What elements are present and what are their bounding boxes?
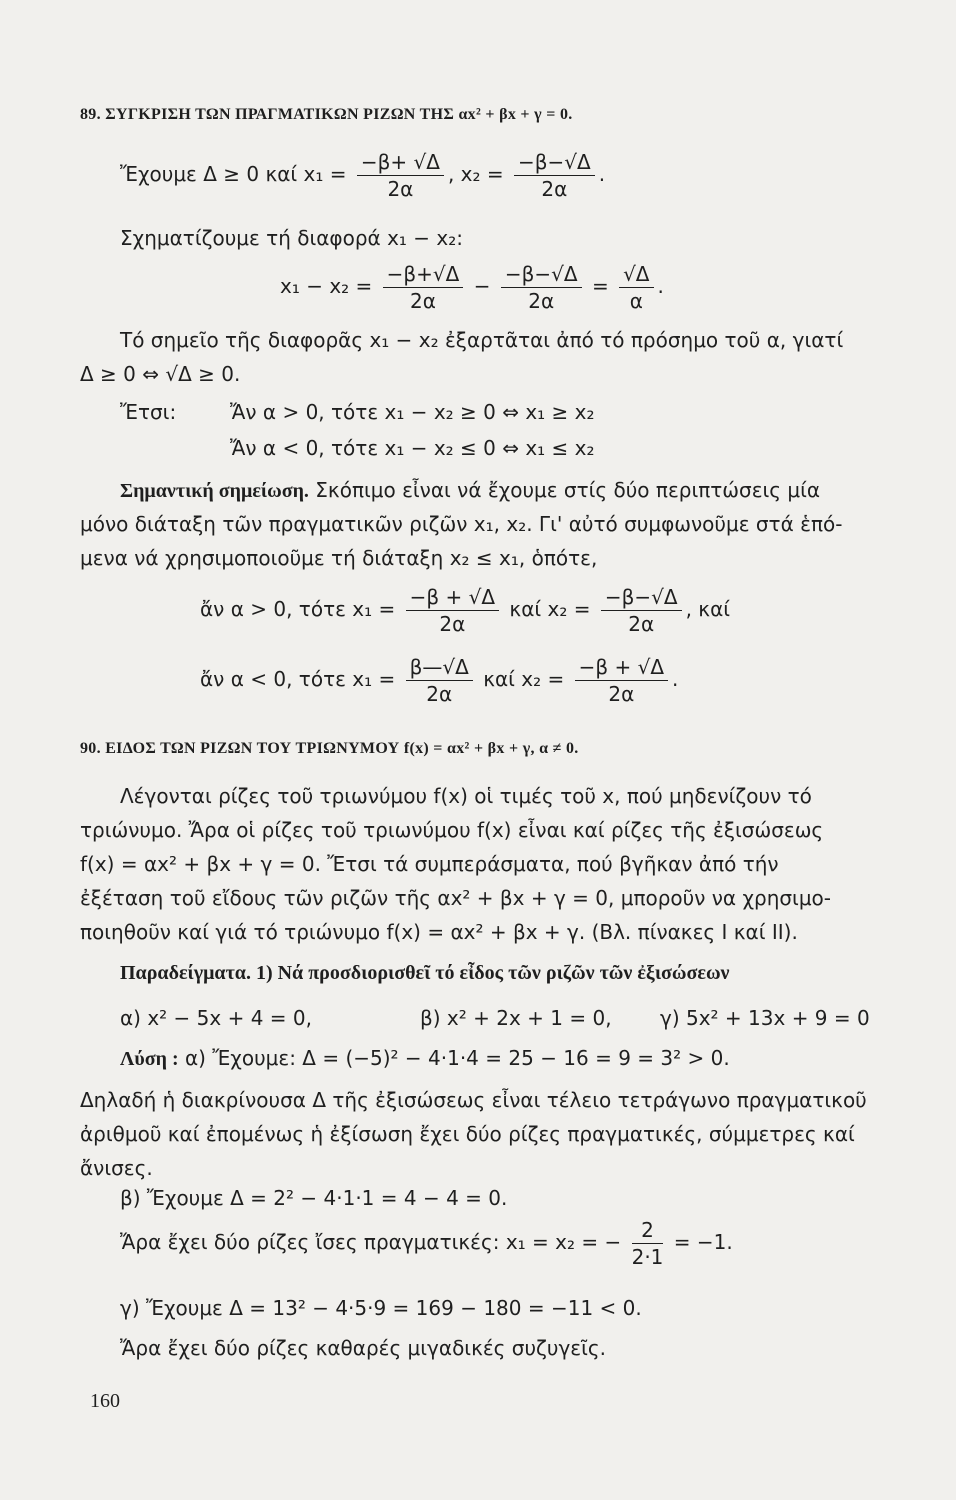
paragraph-1-line-1: Λέγονται ρίζες τοῦ τριωνύμου f(x) οἱ τιμές τοῦ x, πού μηδενίζουν τό [120, 784, 812, 808]
x1-fraction [357, 150, 444, 201]
solution-c-line: γ) Ἔχουμε Δ = 13² − 4·5·9 = 169 − 180 = −11 < 0. [120, 1296, 642, 1320]
difference-fraction-2-den: 2α [528, 289, 555, 313]
difference-fraction-1 [383, 262, 464, 313]
case-2-end: . [672, 667, 679, 691]
solution-b-result [120, 1218, 733, 1269]
x2-fraction [514, 150, 595, 201]
paragraph-1-line-4: ἐξέταση τοῦ εἴδους τῶν ριζῶν τῆς αx² + βx + γ = 0, μποροῦν να χρησιμο- [80, 886, 832, 910]
solution-b-result-end: = −1. [673, 1230, 733, 1254]
case-2-middle: καί x₂ = [483, 667, 565, 691]
case-1-x1-den: 2α [439, 612, 466, 636]
difference-fraction-1-num: −β+√Δ [383, 262, 464, 288]
solution-b-fraction-num: 2 [632, 1218, 664, 1244]
paragraph-1-line-2: τριώνυμο. Ἄρα οἱ ρίζες τοῦ τριωνύμου f(x) εἶναι καί ρίζες τῆς ἐξισώσεως [80, 818, 824, 842]
important-note-label: Σημαντική σημείωση. [120, 480, 309, 502]
roots-prefix-text: Ἔχουμε Δ ≥ 0 καί x₁ = [120, 162, 347, 186]
case-2-x2-den: 2α [608, 682, 635, 706]
case-1-middle: καί x₂ = [509, 597, 591, 621]
line-end: . [657, 274, 664, 298]
roots-definition-line [120, 150, 605, 201]
x1-numerator: −β+ √Δ [357, 150, 444, 176]
important-note-line-2: μόνο διάταξη τῶν πραγματικῶν ριζῶν x₁, x₂. Γι' αὐτό συμφωνοῦμε στά ἑπό- [80, 512, 843, 536]
difference-fraction-1-den: 2α [410, 289, 436, 313]
solution-c-result: Ἄρα ἔχει δύο ρίζες καθαρές μιγαδικές συζυγεῖς. [120, 1336, 606, 1360]
difference-lhs: x₁ − x₂ = [280, 274, 373, 298]
solution-a-line [120, 1040, 730, 1077]
equation-c: γ) 5x² + 13x + 9 = 0 [660, 1006, 870, 1030]
case-2-x2-fraction [575, 655, 668, 706]
x2-denominator: 2α [541, 177, 568, 201]
case-2-x1-num: β—√Δ [406, 655, 473, 681]
case-1-equation [200, 585, 730, 636]
equation-a: α) x² − 5x + 4 = 0, [120, 1006, 312, 1030]
difference-sign-text: Τό σημεῖο τῆς διαφορᾶς x₁ − x₂ ἐξαρτᾶται ἀπό τό πρόσημο τοῦ α, γιατί [120, 328, 844, 352]
case-2-equation [200, 655, 678, 706]
case-1-x2-den: 2α [628, 612, 655, 636]
case-label: Ἔτσι: [120, 400, 177, 424]
case-1-x1-fraction [406, 585, 499, 636]
difference-fraction-3-den: α [629, 289, 643, 313]
x2-label: , x₂ = [447, 162, 504, 186]
difference-equation [280, 262, 664, 313]
x1-denominator: 2α [387, 177, 414, 201]
case-2-x1-den: 2α [426, 682, 453, 706]
paragraph-1-line-3: f(x) = αx² + βx + γ = 0. Ἔτσι τά συμπεράσματα, πού βγῆκαν ἀπό τήν [80, 852, 779, 876]
solution-b-result-text: Ἄρα ἔχει δύο ρίζες ἴσες πραγματικές: x₁ = x₂ = − [120, 1230, 622, 1254]
paragraph-1-line-5: ποιηθοῦν καί γιά τό τριώνυμο f(x) = αx² + βx + γ. (Βλ. πίνακες I καί II). [80, 920, 798, 944]
line-end: . [598, 162, 606, 186]
section-89-title: 89. ΣΥΓΚΡΙΣΗ ΤΩΝ ΠΡΑΓΜΑΤΙΚΩΝ ΡΙΖΩΝ ΤΗΣ αx² + βx + γ = 0. [80, 106, 573, 123]
solution-b-fraction [632, 1218, 664, 1269]
case-1-x2-num: −β−√Δ [601, 585, 682, 611]
case-2-x2-num: −β + √Δ [575, 655, 668, 681]
important-note-line-1 [120, 472, 820, 509]
solution-a-text: α) Ἔχουμε: Δ = (−5)² − 4·1·4 = 25 − 16 = 9 = 3² > 0. [184, 1046, 730, 1070]
important-note-text: Σκόπιμο εἶναι νά ἔχουμε στίς δύο περιπτώσεις μία [315, 478, 821, 502]
case-1-x1-num: −β + √Δ [406, 585, 499, 611]
case-1-prefix: ἄν α > 0, τότε x₁ = [200, 597, 396, 621]
x2-numerator: −β−√Δ [514, 150, 595, 176]
delta-condition: Δ ≥ 0 ⇔ √Δ ≥ 0. [80, 362, 241, 386]
section-90-title: 90. ΕΙΔΟΣ ΤΩΝ ΡΙΖΩΝ ΤΟΥ ΤΡΙΩΝΥΜΟΥ f(x) = αx² + βx + γ, α ≠ 0. [80, 740, 579, 757]
case-1-end: , καί [685, 597, 731, 621]
examples-heading: Παραδείγματα. 1) Νά προσδιορισθεῖ τό εἶδος τῶν ριζῶν τῶν ἐξισώσεων [120, 962, 730, 984]
paragraph-2-line-2: ἀριθμοῦ καί ἐπομένως ἡ ἐξίσωση ἔχει δύο ρίζες πραγματικές, σύμμετρες καί [80, 1122, 855, 1146]
paragraph-2-line-3: ἄνισες. [80, 1156, 153, 1180]
solution-b-line: β) Ἔχουμε Δ = 2² − 4·1·1 = 4 − 4 = 0. [120, 1186, 508, 1210]
paragraph-2-line-1: Δηλαδή ἡ διακρίνουσα Δ τῆς ἐξισώσεως εἶναι τέλειο τετράγωνο πραγματικοῦ [80, 1088, 867, 1112]
page-number: 160 [90, 1390, 120, 1412]
case-positive-a: Ἄν α > 0, τότε x₁ − x₂ ≥ 0 ⇔ x₁ ≥ x₂ [230, 400, 595, 424]
difference-fraction-3-num: √Δ [619, 262, 653, 288]
minus-sign: − [473, 274, 491, 298]
equation-b: β) x² + 2x + 1 = 0, [420, 1006, 612, 1030]
difference-fraction-2 [501, 262, 582, 313]
case-2-prefix: ἄν α < 0, τότε x₁ = [200, 667, 396, 691]
difference-fraction-2-num: −β−√Δ [501, 262, 582, 288]
case-negative-a: Ἄν α < 0, τότε x₁ − x₂ ≤ 0 ⇔ x₁ ≤ x₂ [230, 436, 595, 460]
difference-fraction-3 [619, 262, 653, 313]
solution-b-fraction-den: 2·1 [631, 1245, 664, 1269]
important-note-line-3: μενα νά χρησιμοποιοῦμε τή διάταξη x₂ ≤ x₁, ὁπότε, [80, 546, 598, 570]
solution-label: Λύση : [120, 1048, 179, 1070]
case-2-x1-fraction [406, 655, 473, 706]
difference-intro: Σχηματίζουμε τή διαφορά x₁ − x₂: [120, 226, 464, 250]
equals-sign: = [591, 274, 609, 298]
case-1-x2-fraction [601, 585, 682, 636]
